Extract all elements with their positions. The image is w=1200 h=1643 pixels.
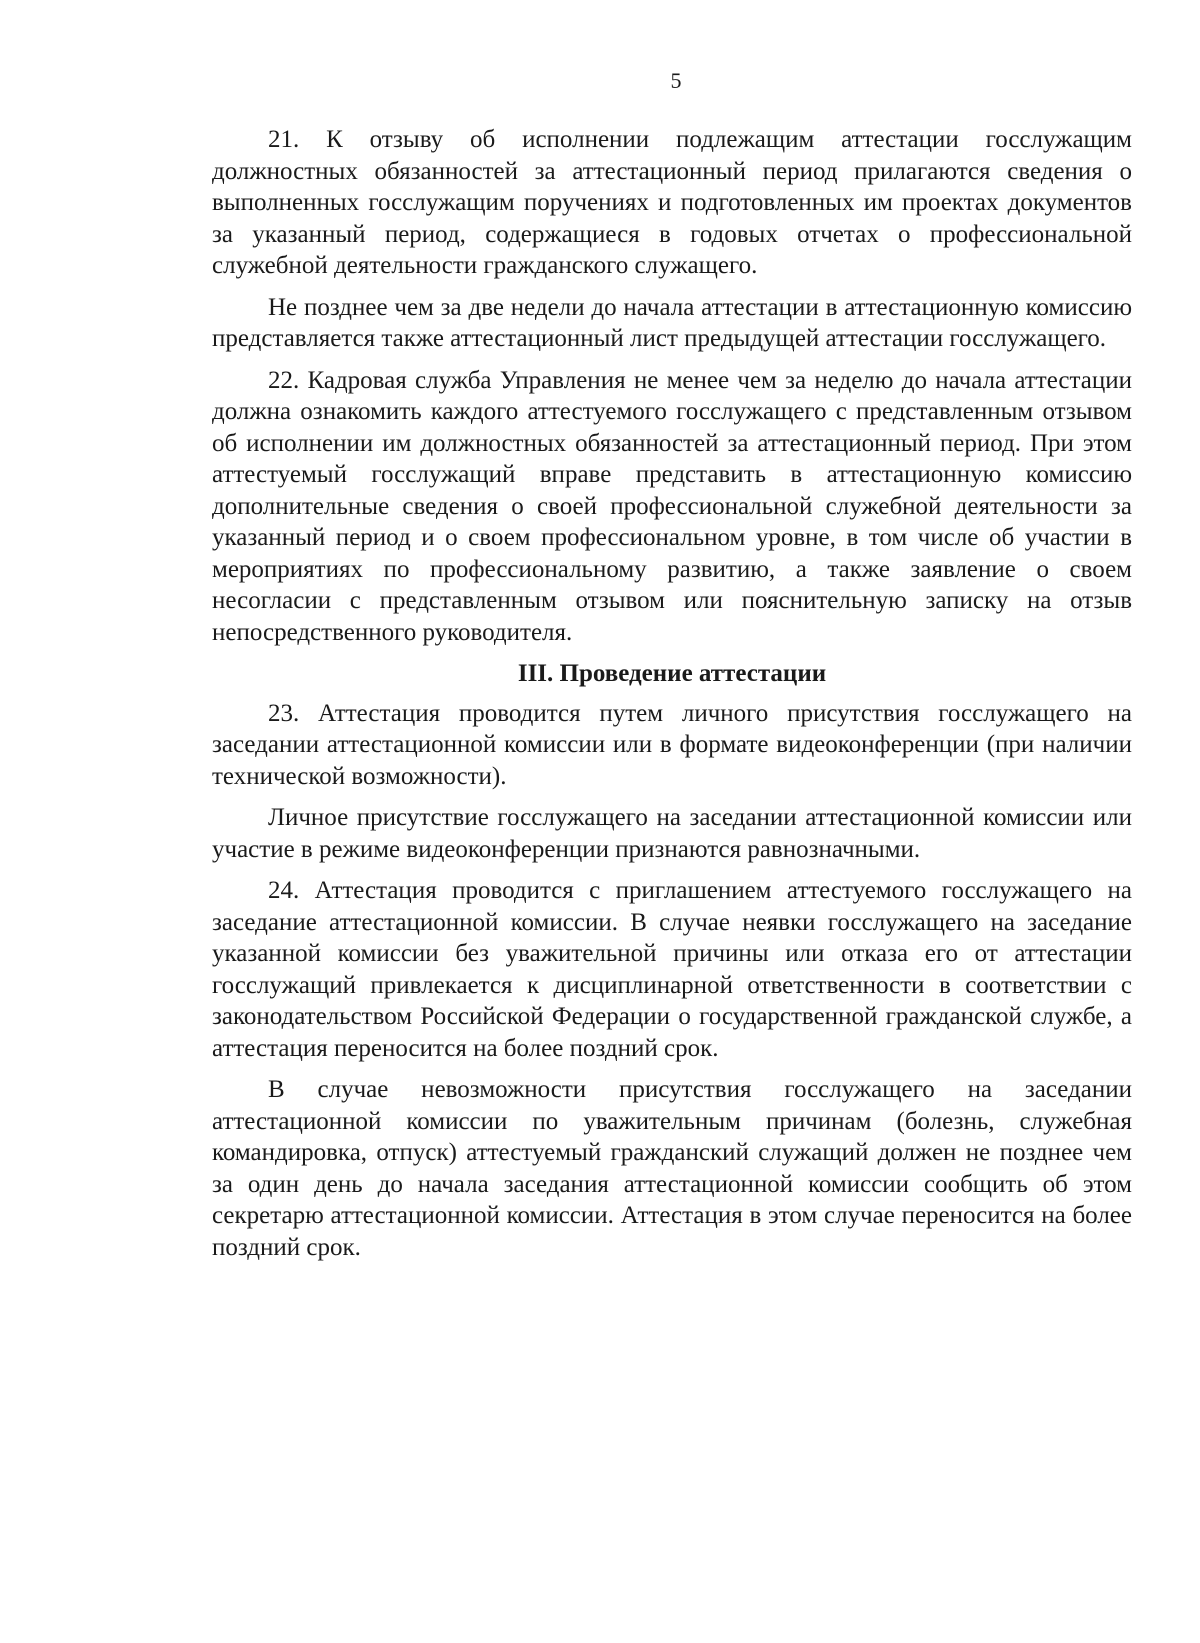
section-heading: III. Проведение аттестации	[517, 660, 827, 687]
paragraph-21-continued: Не позднее чем за две недели до начала аттестации в аттестационную комиссию представляется также аттестационный лист предыдущей аттестации госслужащего.	[212, 293, 1132, 352]
page-number: 5	[670, 68, 682, 93]
paragraph-23-continued: Личное присутствие госслужащего на заседании аттестационной комиссии или участие в режиме видеоконференции признаются равнозначными.	[212, 804, 1132, 863]
document-body	[212, 124, 1132, 1273]
paragraph-23: 23. Аттестация проводится путем личного присутствия госслужащего на заседании аттестационной комиссии или в формате видеоконференции (при наличии технической возможности).	[212, 699, 1132, 790]
paragraph-24: 24. Аттестация проводится с приглашением аттестуемого госслужащего на заседание аттестационной комиссии. В случае неявки госслужащего на заседание указанной комиссии без уважительной причины или отказа его от аттестации госслужащий привлекается к дисциплинарной ответственности в соответствии с законодательством Российской Федерации о государственной гражданской службе, а аттестация переносится на более поздний срок.	[212, 877, 1132, 1062]
paragraph-21: 21. К отзыву об исполнении подлежащим аттестации госслужащим должностных обязанностей за аттестационный период прилагаются сведения о выполненных госслужащим поручениях и подготовленных им проектах документов за указанный период, содержащиеся в годовых отчетах о профессиональной служебной деятельности гражданского служащего.	[212, 126, 1132, 279]
paragraph-24-continued: В случае невозможности присутствия госслужащего на заседании аттестационной комиссии по уважительным причинам (болезнь, служебная командировка, отпуск) аттестуемый гражданский служащий должен не позднее чем за один день до начала заседания аттестационной комиссии сообщить об этом секретарю аттестационной комиссии. Аттестация в этом случае переносится на более поздний срок.	[212, 1076, 1132, 1261]
paragraph-22: 22. Кадровая служба Управления не менее чем за неделю до начала аттестации должна ознакомить каждого аттестуемого госслужащего с представленным отзывом об исполнении им должностных обязанностей за аттестационный период. При этом аттестуемый госслужащий вправе представить в аттестационную комиссию дополнительные сведения о своей профессиональной служебной деятельности за указанный период и о своем профессиональном уровне, в том числе об участии в мероприятиях по профессиональному развитию, а также заявление о своем несогласии с представленным отзывом или пояснительную записку на отзыв непосредственного руководителя.	[212, 366, 1132, 646]
